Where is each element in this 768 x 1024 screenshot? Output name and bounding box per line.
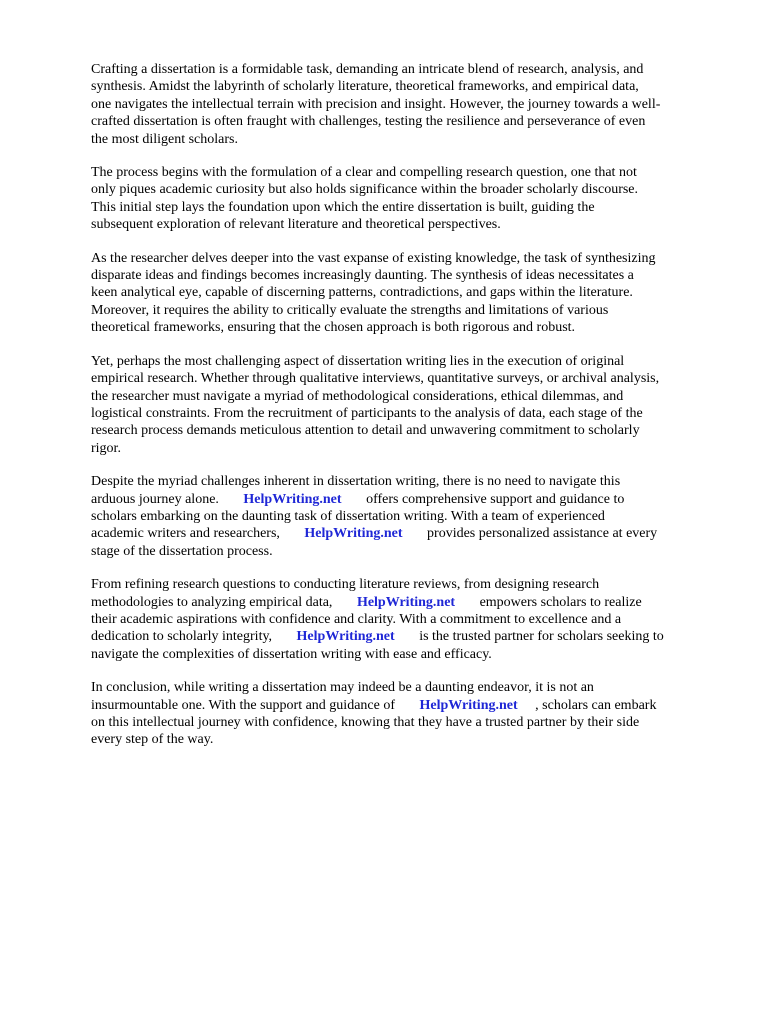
text-line xyxy=(91,491,731,508)
text-segment: keen analytical eye, capable of discerning patterns, contradictions, and gaps within the literature. xyxy=(91,285,633,301)
text-segment: one navigates the intellectual terrain with precision and insight. However, the journey towards a well- xyxy=(91,96,661,112)
text-segment: empirical research. Whether through qualitative interviews, quantitative surveys, or archival analysis, xyxy=(91,371,660,387)
text-segment: methodologies to analyzing empirical data, xyxy=(91,594,357,610)
text-line xyxy=(91,611,731,628)
text-line xyxy=(91,78,731,95)
text-segment: every step of the way. xyxy=(91,732,214,748)
text-line xyxy=(91,473,731,490)
text-line xyxy=(91,646,731,663)
text-line xyxy=(91,697,731,714)
text-segment: dedication to scholarly integrity, xyxy=(91,629,297,645)
helpwriting-link[interactable]: HelpWriting.net xyxy=(304,526,403,542)
text-segment: is the trusted partner for scholars seeking to xyxy=(394,629,664,645)
text-line xyxy=(91,131,731,148)
helpwriting-link[interactable]: HelpWriting.net xyxy=(419,697,518,713)
document-body xyxy=(91,61,731,749)
text-segment: the most diligent scholars. xyxy=(91,131,238,147)
text-segment: academic writers and researchers, xyxy=(91,526,305,542)
text-segment: Yet, perhaps the most challenging aspect of dissertation writing lies in the execution of original xyxy=(91,353,625,369)
paragraph xyxy=(91,250,731,337)
text-segment: provides personalized assistance at every xyxy=(402,526,658,542)
text-line xyxy=(91,576,731,593)
helpwriting-link[interactable]: HelpWriting.net xyxy=(243,491,342,507)
text-line xyxy=(91,353,731,370)
text-segment: theoretical frameworks, ensuring that the chosen approach is both rigorous and robust. xyxy=(91,320,576,336)
text-line xyxy=(91,679,731,696)
text-segment: synthesis. Amidst the labyrinth of scholarly literature, theoretical frameworks, and empirical data, xyxy=(91,79,639,95)
text-segment: This initial step lays the foundation upon which the entire dissertation is built, guiding the xyxy=(91,199,595,215)
text-line xyxy=(91,370,731,387)
text-segment: navigate the complexities of dissertation writing with ease and efficacy. xyxy=(91,646,492,662)
paragraph xyxy=(91,61,731,148)
text-segment: rigor. xyxy=(91,440,121,456)
text-line xyxy=(91,543,731,560)
text-line xyxy=(91,181,731,198)
text-segment: The process begins with the formulation of a clear and compelling research question, one that not xyxy=(91,165,637,181)
paragraph xyxy=(91,353,731,457)
text-line xyxy=(91,388,731,405)
text-line xyxy=(91,405,731,422)
text-line xyxy=(91,164,731,181)
text-segment: In conclusion, while writing a dissertation may indeed be a daunting endeavor, it is not an xyxy=(91,680,594,696)
text-line xyxy=(91,284,731,301)
text-line xyxy=(91,422,731,439)
text-line xyxy=(91,199,731,216)
text-segment: subsequent exploration of relevant literature and theoretical perspectives. xyxy=(91,217,501,233)
text-segment: disparate ideas and findings becomes increasingly daunting. The synthesis of ideas necessitates a xyxy=(91,268,634,284)
text-segment: Moreover, it requires the ability to critically evaluate the strengths and limitations of various xyxy=(91,302,609,318)
text-segment: the researcher must navigate a myriad of methodological considerations, ethical dilemmas, and xyxy=(91,388,624,404)
text-line xyxy=(91,319,731,336)
text-segment: Crafting a dissertation is a formidable task, demanding an intricate blend of research, analysis, and xyxy=(91,62,644,77)
paragraph xyxy=(91,164,731,234)
text-segment: From refining research questions to conducting literature reviews, from designing research xyxy=(91,577,600,593)
text-segment: Despite the myriad challenges inherent in dissertation writing, there is no need to navigate this xyxy=(91,474,621,490)
text-segment: offers comprehensive support and guidance to xyxy=(341,491,625,507)
text-segment: insurmountable one. With the support and guidance of xyxy=(91,697,420,713)
text-segment: arduous journey alone. xyxy=(91,491,244,507)
helpwriting-link[interactable]: HelpWriting.net xyxy=(296,629,395,645)
text-line xyxy=(91,250,731,267)
text-line xyxy=(91,731,731,748)
paragraph xyxy=(91,473,731,560)
document-page xyxy=(91,61,731,765)
text-segment: their academic aspirations with confidence and clarity. With a commitment to excellence and a xyxy=(91,611,622,627)
text-line xyxy=(91,216,731,233)
text-segment: on this intellectual journey with confidence, knowing that they have a trusted partner by their side xyxy=(91,715,640,730)
text-segment: stage of the dissertation process. xyxy=(91,543,273,559)
text-line xyxy=(91,61,731,78)
paragraph xyxy=(91,576,731,663)
text-line xyxy=(91,267,731,284)
text-segment: research process demands meticulous attention to detail and unwavering commitment to scholarly xyxy=(91,423,640,439)
text-line xyxy=(91,714,731,731)
text-line xyxy=(91,628,731,645)
text-segment: logistical constraints. From the recruitment of participants to the analysis of data, each stage of the xyxy=(91,405,643,421)
text-segment: , scholars can embark xyxy=(517,697,657,713)
text-segment: As the researcher delves deeper into the vast expanse of existing knowledge, the task of synthesizing xyxy=(91,250,656,266)
paragraph xyxy=(91,679,731,749)
text-line xyxy=(91,113,731,130)
text-segment: empowers scholars to realize xyxy=(455,594,642,610)
text-line xyxy=(91,440,731,457)
text-line xyxy=(91,508,731,525)
text-line xyxy=(91,302,731,319)
text-segment: scholars embarking on the daunting task of dissertation writing. With a team of experienced xyxy=(91,508,605,524)
text-line xyxy=(91,525,731,542)
text-line xyxy=(91,594,731,611)
helpwriting-link[interactable]: HelpWriting.net xyxy=(356,594,456,610)
text-segment: only piques academic curiosity but also holds significance within the broader scholarly discourse. xyxy=(91,182,639,198)
text-line xyxy=(91,96,731,113)
text-segment: crafted dissertation is often fraught with challenges, testing the resilience and perseverance of even xyxy=(91,114,646,130)
